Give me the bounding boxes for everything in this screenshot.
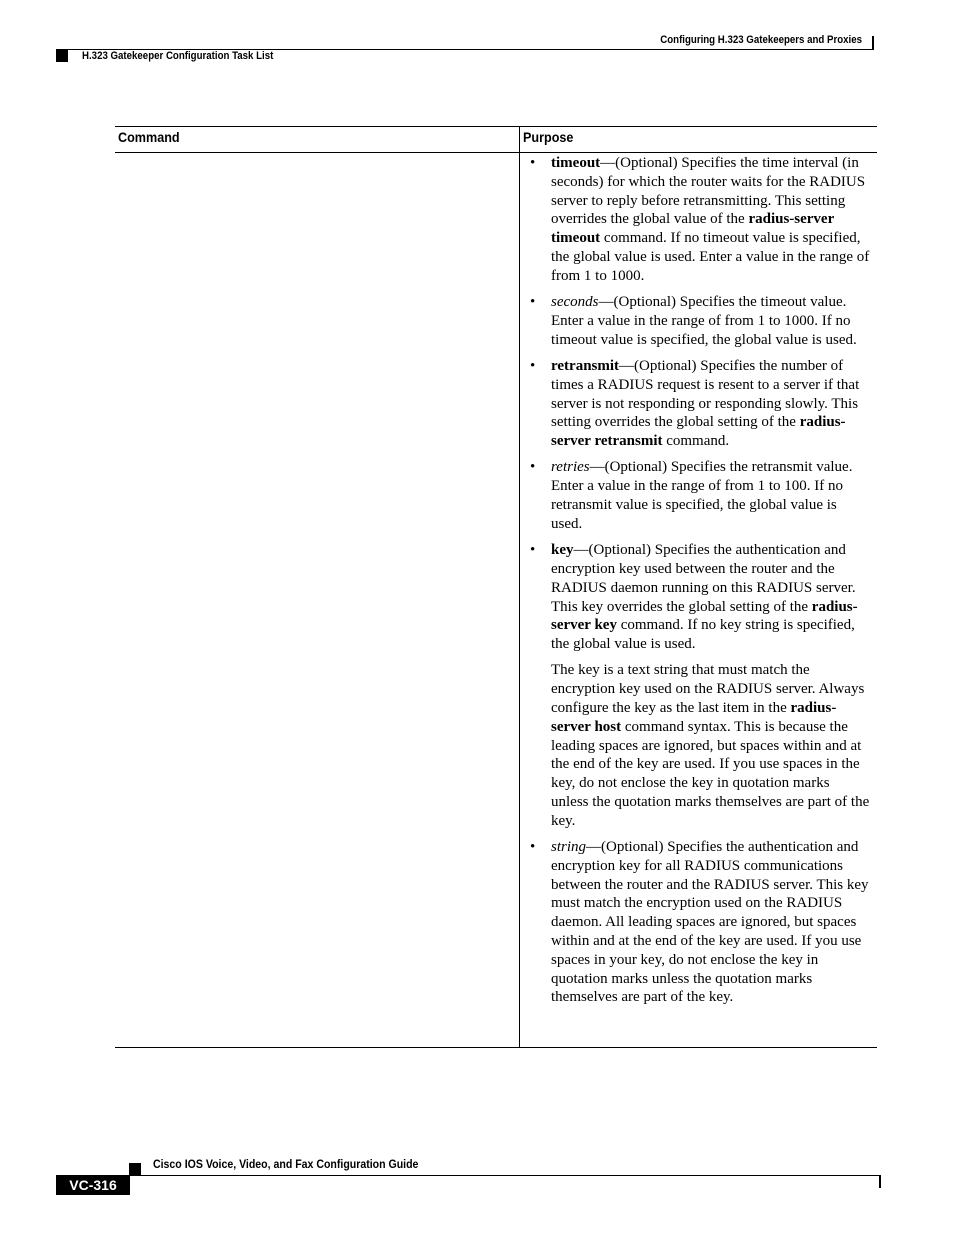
header-bar — [872, 36, 874, 50]
footer-bar — [879, 1175, 881, 1188]
keyword: key — [551, 542, 574, 559]
bullet-icon: • — [530, 459, 536, 476]
bullet-icon: • — [530, 839, 536, 856]
page-number: VC-316 — [56, 1175, 130, 1195]
purpose-list-item — [530, 357, 870, 451]
description-text: command. — [662, 433, 730, 450]
argument: retries — [551, 459, 590, 476]
purpose-list-item — [530, 458, 870, 533]
purpose-cell — [530, 154, 870, 1015]
purpose-list-item — [530, 541, 870, 654]
argument: string — [551, 839, 587, 856]
keyword: timeout — [551, 155, 601, 171]
bullet-icon: • — [530, 357, 536, 374]
description-text: —(Optional) Specifies the authentication and encryption key used between the router and the RADIUS daemon running on this RADIUS server. This key overrides the global setting of the — [551, 542, 856, 615]
bullet-icon: • — [530, 542, 536, 559]
header-marker — [56, 50, 68, 62]
table-bottom-rule — [115, 1047, 877, 1048]
description-text: command. If no timeout value is specified, the global value is used. Enter a value in the range of from 1 to 1000. — [551, 230, 870, 284]
bullet-icon: • — [530, 155, 536, 171]
footer-marker — [129, 1163, 141, 1175]
guide-title: Cisco IOS Voice, Video, and Fax Configuration Guide — [153, 1157, 419, 1171]
purpose-list-item — [530, 293, 870, 349]
table-top-rule — [115, 126, 877, 127]
purpose-paragraph — [530, 661, 870, 830]
bullet-icon: • — [530, 294, 536, 311]
description-text: —(Optional) Specifies the time interval (in seconds) for which the router waits for the RADIUS server to reply before retransmitting. This setting overrides the global value of the — [551, 155, 866, 228]
table-column-divider — [519, 126, 520, 1047]
table-header-rule — [115, 152, 877, 153]
chapter-title: Configuring H.323 Gatekeepers and Proxies — [660, 34, 862, 46]
description-text: command syntax. This is because the leading spaces are ignored, but spaces within and at the end of the key are used. If you use spaces in the key, do not enclose the key in quotation marks unless the quotation marks themselves are part of the key. — [551, 718, 870, 829]
keyword: radius-server timeout — [551, 211, 834, 247]
section-title: H.323 Gatekeeper Configuration Task List — [82, 50, 274, 62]
description-text: —(Optional) Specifies the authentication and encryption key for all RADIUS communications between the router and the RADIUS server. This key must match the encryption used on the RADIUS daemon. All leading spaces are ignored, but spaces within and at the end of the key are used. If you use spaces in your key, do not enclose the key in quotation marks unless the quotation marks themselves are part of the key. — [551, 839, 869, 1006]
description-text: The key is a text string that must match the encryption key used on the RADIUS server. Always configure the key as the last item in the — [551, 662, 865, 717]
description-text: —(Optional) Specifies the number of times a RADIUS request is resent to a server if that server is not responding or responding slowly. This setting overrides the global setting of the — [551, 357, 860, 431]
description-text: —(Optional) Specifies the timeout value. Enter a value in the range of from 1 to 1000. If no timeout value is specified, the global value is used. — [551, 294, 857, 348]
description-text: command. If no key string is specified, the global value is used. — [551, 617, 855, 653]
column-header-command: Command — [118, 129, 180, 145]
footer-rule — [129, 1175, 881, 1176]
keyword: radius-server host — [551, 700, 837, 735]
argument: seconds — [551, 294, 599, 311]
purpose-list-item — [530, 154, 870, 286]
keyword: radius-server retransmit — [551, 414, 846, 450]
column-header-purpose: Purpose — [523, 129, 574, 145]
description-text: —(Optional) Specifies the retransmit value. Enter a value in the range of from 1 to 100. If no retransmit value is specified, the global value is used. — [551, 459, 853, 532]
keyword: radius-server key — [551, 598, 858, 634]
purpose-list-item — [530, 838, 870, 1007]
keyword: retransmit — [551, 357, 620, 374]
